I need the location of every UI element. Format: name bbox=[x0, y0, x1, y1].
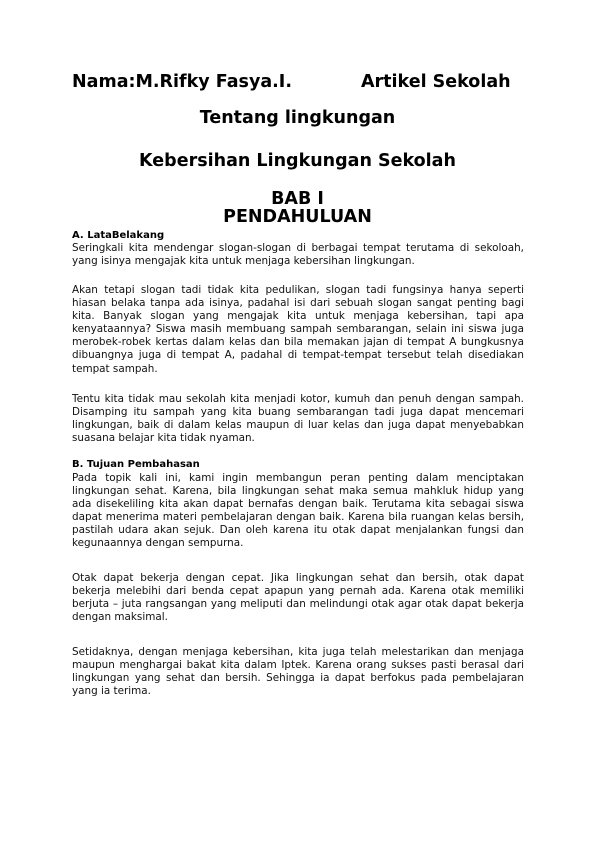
topic-heading: Tentang lingkungan bbox=[199, 108, 396, 128]
section-b-heading: B. Tujuan Pembahasan bbox=[72, 459, 200, 470]
paragraph: Setidaknya, dengan menjaga kebersihan, kita juga telah melestarikan dan menjaga maupun menghargai bakat kita dalam Iptek. Karena orang sukses pasti berasal dari lingkungan yang sehat dan bersih. Sehingga ia dapat berfokus pada pembelajaran yang ia terima. bbox=[72, 646, 524, 698]
document-label: Artikel Sekolah bbox=[361, 72, 511, 92]
chapter-title: PENDAHULUAN bbox=[223, 207, 372, 227]
paragraph: Pada topik kali ini, kami ingin membangun peran penting dalam menciptakan lingkungan sehat. Karena, bila lingkungan sehat maka semua mahkluk hidup yang ada disekeliling kita akan dapat bernafas dengan baik. Terutama kita sebagai siswa dapat menerima materi pembelajaran dengan baik. Karena bila ruangan kelas bersih, pastilah udara akan sejuk. Dan oleh karena itu otak dapat menjalankan fungsi dan kegunaannya dengan sempurna. bbox=[72, 472, 524, 550]
paragraph: Tentu kita tidak mau sekolah kita menjadi kotor, kumuh dan penuh dengan sampah. Disamping itu sampah yang kita buang sembarangan tadi juga dapat mencemari lingkungan, baik di dalam kelas maupun di luar kelas dan juga dapat menyebabkan suasana belajar kita tidak nyaman. bbox=[72, 393, 524, 445]
main-title: Kebersihan Lingkungan Sekolah bbox=[139, 151, 456, 171]
paragraph: Seringkali kita mendengar slogan-slogan di berbagai tempat terutama di sekoloah, yang isinya mengajak kita untuk menjaga kebersihan lingkungan. bbox=[72, 242, 524, 268]
author-name: Nama:M.Rifky Fasya.I. bbox=[72, 72, 292, 92]
paragraph: Akan tetapi slogan tadi tidak kita pedulikan, slogan tadi fungsinya hanya seperti hiasan belaka tanpa ada isinya, padahal isi dari sebuah slogan sangat penting bagi kita. Banyak slogan yang mengajak kita untuk menjaga kebersihan, tapi apa kenyataannya? Siswa masih membuang sampah sembarangan, selain ini siswa juga merobek-robek kertas dalam kelas dan bila memakan jajan di tempat A bungkusnya dibuangnya juga di tempat A, padahal di tempat-tempat tersebut telah disediakan tempat sampah. bbox=[72, 284, 524, 375]
section-a-heading: A. LataBelakang bbox=[72, 230, 165, 241]
chapter-number: BAB I bbox=[271, 189, 324, 209]
paragraph: Otak dapat bekerja dengan cepat. Jika lingkungan sehat dan bersih, otak dapat bekerja melebihi dari benda cepat apapun yang pernah ada. Karena otak memiliki berjuta – juta rangsangan yang meliputi dan melindungi otak agar otak dapat bekerja dengan maksimal. bbox=[72, 572, 524, 624]
